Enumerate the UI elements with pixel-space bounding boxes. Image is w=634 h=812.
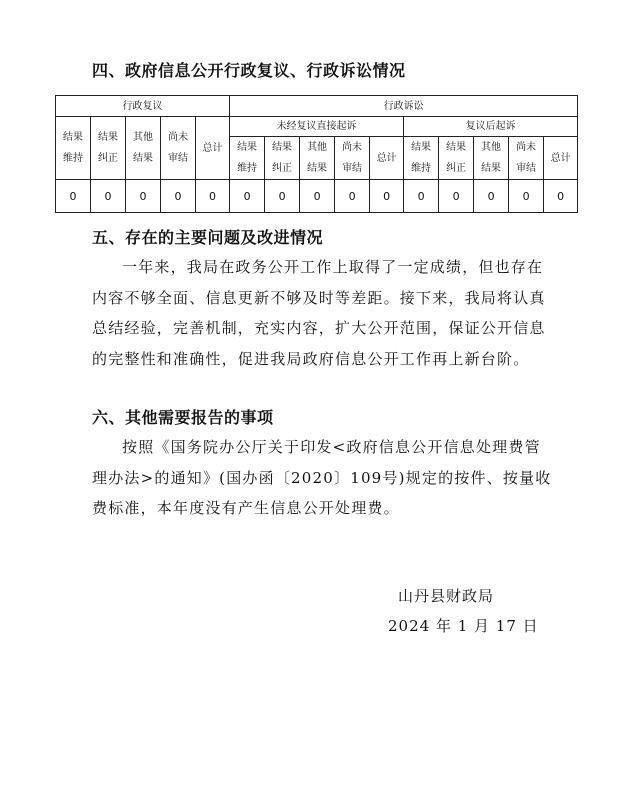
table-cell: 0 bbox=[544, 180, 578, 213]
section-6-paragraph: 按照《国务院办公厅关于印发<政府信息公开信息处理费管理办法>的通知》(国办函〔2020〕109号)规定的按件、按量收费标准，本年度没有产生信息公开处理费。 bbox=[92, 438, 552, 517]
table-cell: 0 bbox=[335, 180, 370, 213]
col-header: 其他 结果 bbox=[474, 137, 509, 180]
table-cell: 0 bbox=[370, 180, 404, 213]
table-cell: 0 bbox=[126, 180, 161, 213]
table-cell: 0 bbox=[91, 180, 126, 213]
col-header-total: 总计 bbox=[370, 137, 404, 180]
col-header: 尚未 审结 bbox=[509, 137, 544, 180]
section-4-heading: 四、政府信息公开行政复议、行政诉讼情况 bbox=[92, 61, 406, 80]
signature-date: 2024 年 1 月 17 日 bbox=[388, 617, 539, 635]
group-header-review: 行政复议 bbox=[56, 96, 230, 117]
review-litigation-table bbox=[55, 95, 578, 213]
table-cell: 0 bbox=[265, 180, 300, 213]
sub-header-after-review: 复议后起诉 bbox=[404, 117, 578, 137]
col-header: 结果 纠正 bbox=[439, 137, 474, 180]
table-cell: 0 bbox=[56, 180, 91, 213]
col-header: 尚未 审结 bbox=[161, 117, 196, 180]
col-header: 结果 维持 bbox=[404, 137, 439, 180]
table-cell: 0 bbox=[300, 180, 335, 213]
signature-org: 山丹县财政局 bbox=[398, 587, 495, 605]
table-cell: 0 bbox=[509, 180, 544, 213]
col-header: 结果 维持 bbox=[56, 117, 91, 180]
section-5-heading: 五、存在的主要问题及改进情况 bbox=[92, 228, 324, 247]
col-header-total: 总计 bbox=[544, 137, 578, 180]
col-header: 其他 结果 bbox=[300, 137, 335, 180]
table-cell: 0 bbox=[474, 180, 509, 213]
col-header: 结果 纠正 bbox=[265, 137, 300, 180]
table-cell: 0 bbox=[196, 180, 230, 213]
table-cell: 0 bbox=[230, 180, 265, 213]
section-6-heading: 六、其他需要报告的事项 bbox=[92, 408, 274, 427]
col-header: 尚未 审结 bbox=[335, 137, 370, 180]
table-cell: 0 bbox=[161, 180, 196, 213]
table-cell: 0 bbox=[439, 180, 474, 213]
table-cell: 0 bbox=[404, 180, 439, 213]
col-header: 其他 结果 bbox=[126, 117, 161, 180]
table-row bbox=[56, 180, 578, 213]
col-header: 结果 维持 bbox=[230, 137, 265, 180]
group-header-litigation: 行政诉讼 bbox=[230, 96, 578, 117]
sub-header-direct: 未经复议直接起诉 bbox=[230, 117, 404, 137]
col-header: 结果 纠正 bbox=[91, 117, 126, 180]
col-header-total: 总计 bbox=[196, 117, 230, 180]
section-5-paragraph: 一年来，我局在政务公开工作上取得了一定成绩，但也存在内容不够全面、信息更新不够及时等差距。接下来，我局将认真总结经验，完善机制，充实内容，扩大公开范围，保证公开信息的完整性和准确性，促进我局政府信息公开工作再上新台阶。 bbox=[92, 258, 546, 368]
